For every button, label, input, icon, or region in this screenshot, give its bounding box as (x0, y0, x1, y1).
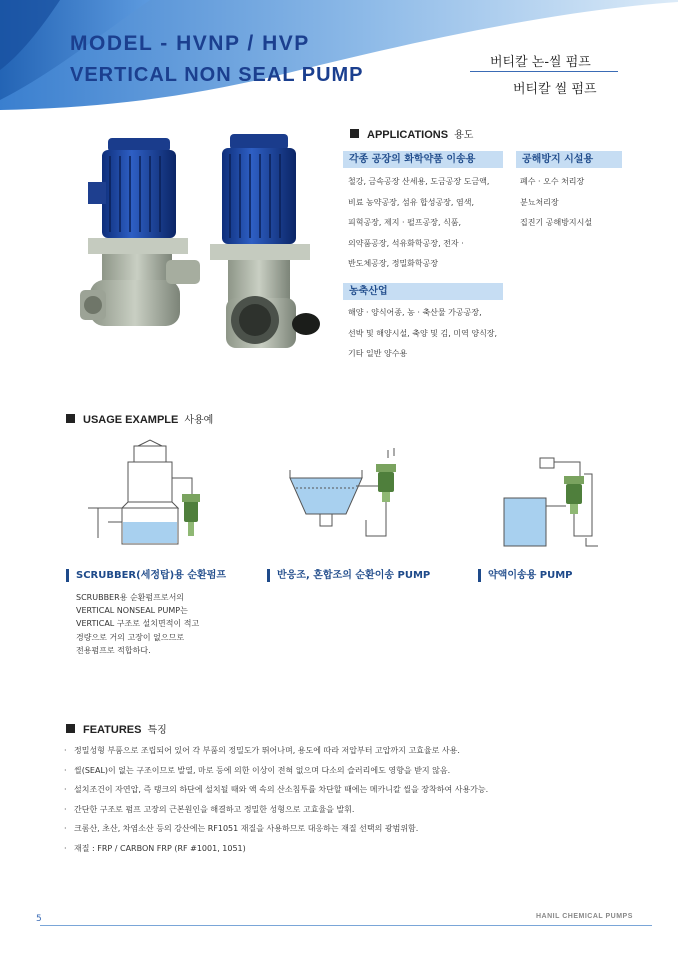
bullet-dot-icon: · (64, 746, 67, 755)
footer-brand: HANIL CHEMICAL PUMPS (536, 913, 633, 920)
feature-text: 간단한 구조로 펌프 고장의 근본원인을 해결하고 정밀한 성형으로 고효율을 발휘. (74, 804, 355, 814)
list-item: 폐수 · 오수 처리장 (520, 177, 585, 186)
feature-text: 크롬산, 초산, 차염소산 등의 강산에는 RF1051 재질을 사용하므로 대응하는 재질 선택의 광범위함. (74, 824, 419, 833)
kr-title-seal: 버티칼 씰 펌프 (513, 82, 597, 97)
feature-text: 재질 : FRP / CARBON FRP (RF #1001, 1051) (74, 843, 246, 853)
tag-pollution-control: 공해방지 시설용 (516, 151, 622, 168)
scrubber-description (76, 591, 236, 657)
feature-text: 설치조건이 자연압, 즉 탱크의 하단에 설치될 때와 액 속의 산소침투를 차단할 때에는 메카니칼 씰을 장착하여 사용가능. (74, 785, 489, 794)
feature-text: 씰(SEAL)이 없는 구조이므로 발열, 마로 등에 의한 이상이 전혀 없으며 다소의 슬러리에도 영향을 받지 않음. (74, 765, 451, 775)
pump-photo (80, 120, 330, 370)
bullet-dot-icon: · (64, 804, 67, 814)
pump-right (210, 134, 320, 348)
feature-item (64, 741, 488, 761)
kr-title-nonseal: 버티칼 논-씰 펌프 (490, 55, 591, 70)
applications-heading-text: APPLICATIONS (367, 129, 449, 141)
pump-left (80, 138, 200, 326)
list-item: 선박 및 해양시설, 축양 및 김, 미역 양식장, (348, 328, 498, 338)
features-heading (66, 721, 167, 736)
desc-line: 경량으로 거의 고장이 없으므로 (76, 632, 185, 642)
desc-line: SCRUBBER용 순환펌프로서의 (76, 593, 185, 602)
usage-heading-kr: 사용예 (184, 415, 214, 426)
desc-line: 전용펌프로 적합하다. (76, 645, 151, 655)
chemical-transfer-list (348, 172, 489, 275)
list-item: 반도체공장, 정밀화학공장 (348, 259, 439, 268)
list-item: 의약품공장, 석유화학공장, 전자 · (348, 238, 464, 248)
footer-divider (40, 925, 652, 926)
list-item: 기타 일반 양수용 (348, 349, 408, 358)
agriculture-list (348, 303, 497, 365)
applications-heading-kr: 용도 (454, 130, 474, 141)
model-subtitle: VERTICAL NON SEAL PUMP (70, 64, 364, 86)
features-heading-text: FEATURES (83, 724, 142, 736)
desc-line: VERTICAL 구조로 설치면적이 적고 (76, 619, 200, 629)
list-item: 비료 농약공장, 섬유 합성공장, 염색, (348, 197, 474, 207)
title-divider (470, 71, 618, 72)
bullet-dot-icon: · (64, 785, 67, 794)
model-title: MODEL - HVNP / HVP (70, 32, 310, 55)
pollution-control-list (520, 172, 592, 234)
bullet-square-icon (66, 414, 75, 423)
reaction-tank-diagram (286, 448, 416, 548)
feature-item (64, 839, 488, 859)
feature-item (64, 800, 488, 820)
feature-text: 정밀성형 부품으로 조립되어 있어 각 부품의 정밀도가 뛰어나며, 용도에 따라 저압부터 고압까지 고효율로 사용. (74, 746, 460, 755)
features-heading-kr: 특징 (147, 725, 167, 736)
bullet-square-icon (66, 724, 75, 733)
features-list (64, 741, 488, 858)
list-item: 해양 · 양식어종, 농 · 축산물 가공공장, (348, 308, 482, 317)
list-item: 철강, 금속공장 산세용, 도금공장 도금액, (348, 177, 490, 186)
bullet-dot-icon: · (64, 765, 67, 775)
bullet-dot-icon: · (64, 843, 67, 853)
bullet-square-icon (350, 129, 359, 138)
caption-scrubber: SCRUBBER(세정탑)용 순환펌프 (66, 569, 226, 582)
feature-item (64, 761, 488, 781)
usage-heading (66, 411, 213, 426)
chemical-transfer-diagram (500, 454, 600, 550)
applications-heading (350, 126, 473, 141)
list-item: 집진기 공해방지시설 (520, 218, 593, 227)
tag-agriculture: 농축산업 (343, 283, 503, 300)
list-item: 분뇨처리장 (520, 197, 559, 207)
scrubber-diagram (88, 438, 218, 548)
feature-item (64, 819, 488, 839)
list-item: 피혁공장, 제지 · 펄프공장, 식품, (348, 218, 462, 227)
tag-chemical-transfer: 각종 공장의 화학약품 이송용 (343, 151, 503, 168)
desc-line: VERTICAL NONSEAL PUMP는 (76, 606, 188, 616)
feature-item (64, 780, 488, 800)
caption-reaction-tank: 반응조, 혼합조의 순환이송 PUMP (267, 569, 430, 582)
bullet-dot-icon: · (64, 824, 67, 833)
caption-chemical-transfer: 약액이송용 PUMP (478, 569, 573, 582)
usage-heading-text: USAGE EXAMPLE (83, 414, 179, 426)
page-number: 5 (36, 914, 42, 924)
